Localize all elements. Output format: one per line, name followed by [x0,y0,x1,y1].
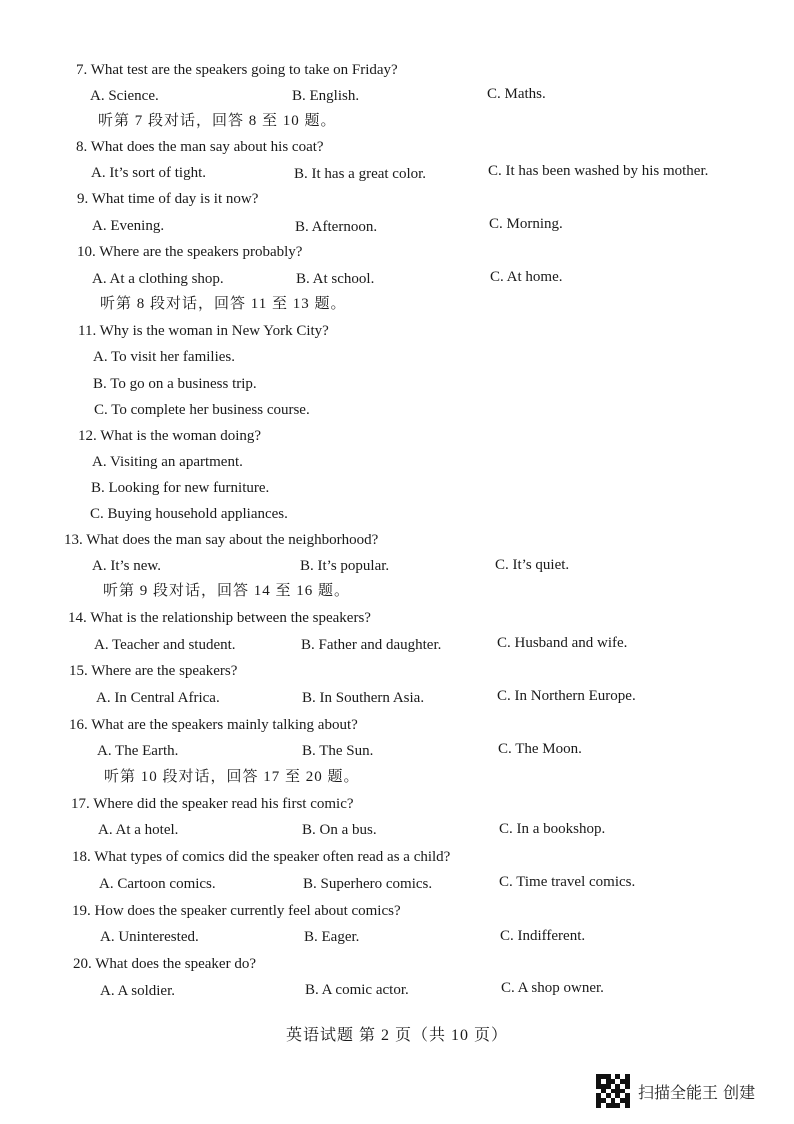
option-19a: A. Uninterested. [100,929,199,945]
scanner-watermark [596,1074,755,1108]
option-15b: B. In Southern Asia. [302,690,425,706]
option-9a: A. Evening. [92,218,165,234]
option-9b: B. Afternoon. [295,219,378,235]
question-9: 9. What time of day is it now? [77,191,259,207]
option-15c: C. In Northern Europe. [497,688,636,704]
option-20a: A. A soldier. [100,983,176,999]
question-14: 14. What is the relationship between the speakers? [68,610,371,626]
option-18b: B. Superhero comics. [303,876,433,892]
option-7a: A. Science. [90,88,159,104]
option-10c: C. At home. [490,269,563,285]
option-11a: A. To visit her families. [93,349,235,365]
question-20: 20. What does the speaker do? [73,956,256,972]
section-instruction-9: 听第 9 段对话，回答 14 至 16 题。 [103,583,351,599]
option-18c: C. Time travel comics. [499,874,636,890]
option-17b: B. On a bus. [302,822,377,838]
option-20b: B. A comic actor. [305,982,409,998]
question-13: 13. What does the man say about the neighborhood? [64,532,379,548]
option-8c: C. It has been washed by his mother. [488,163,709,179]
option-17a: A. At a hotel. [98,822,179,838]
option-20c: C. A shop owner. [501,980,604,996]
option-15a: A. In Central Africa. [96,690,220,706]
option-12c: C. Buying household appliances. [90,506,288,522]
option-19b: B. Eager. [304,929,360,945]
option-8a: A. It’s sort of tight. [91,165,206,181]
option-11b: B. To go on a business trip. [93,376,257,392]
option-8b: B. It has a great color. [294,166,427,182]
option-12a: A. Visiting an apartment. [92,454,243,470]
option-14a: A. Teacher and student. [94,637,236,653]
qr-code-icon [596,1074,630,1108]
option-13c: C. It’s quiet. [495,557,570,573]
option-16a: A. The Earth. [97,743,179,759]
option-14b: B. Father and daughter. [301,637,442,653]
question-10: 10. Where are the speakers probably? [77,244,303,260]
option-14c: C. Husband and wife. [497,635,628,651]
option-16b: B. The Sun. [302,743,374,759]
option-13a: A. It’s new. [92,558,162,574]
section-instruction-8: 听第 8 段对话，回答 11 至 13 题。 [100,296,347,312]
option-17c: C. In a bookshop. [499,821,606,837]
option-7c: C. Maths. [487,86,546,102]
question-18: 18. What types of comics did the speaker often read as a child? [72,849,451,865]
section-instruction-7: 听第 7 段对话，回答 8 至 10 题。 [98,113,337,129]
option-10b: B. At school. [296,271,375,287]
option-13b: B. It’s popular. [300,558,390,574]
question-7: 7. What test are the speakers going to take on Friday? [76,62,398,78]
option-7b: B. English. [292,88,360,104]
question-19: 19. How does the speaker currently feel about comics? [72,903,401,919]
page-footer: 英语试题 第 2 页（共 10 页） [285,1027,508,1044]
question-8: 8. What does the man say about his coat? [76,139,324,155]
question-15: 15. Where are the speakers? [69,663,238,679]
option-19c: C. Indifferent. [500,928,586,944]
question-16: 16. What are the speakers mainly talking about? [69,717,358,733]
option-16c: C. The Moon. [498,741,582,757]
option-12b: B. Looking for new furniture. [91,480,270,496]
option-10a: A. At a clothing shop. [92,271,224,287]
section-instruction-10: 听第 10 段对话，回答 17 至 20 题。 [104,769,360,785]
question-11: 11. Why is the woman in New York City? [78,323,329,339]
question-12: 12. What is the woman doing? [78,428,262,444]
scanner-watermark-text: 扫描全能王 创建 [638,1082,756,1102]
option-11c: C. To complete her business course. [94,402,310,418]
option-18a: A. Cartoon comics. [99,876,216,892]
question-17: 17. Where did the speaker read his first comic? [71,796,354,812]
option-9c: C. Morning. [489,216,563,232]
